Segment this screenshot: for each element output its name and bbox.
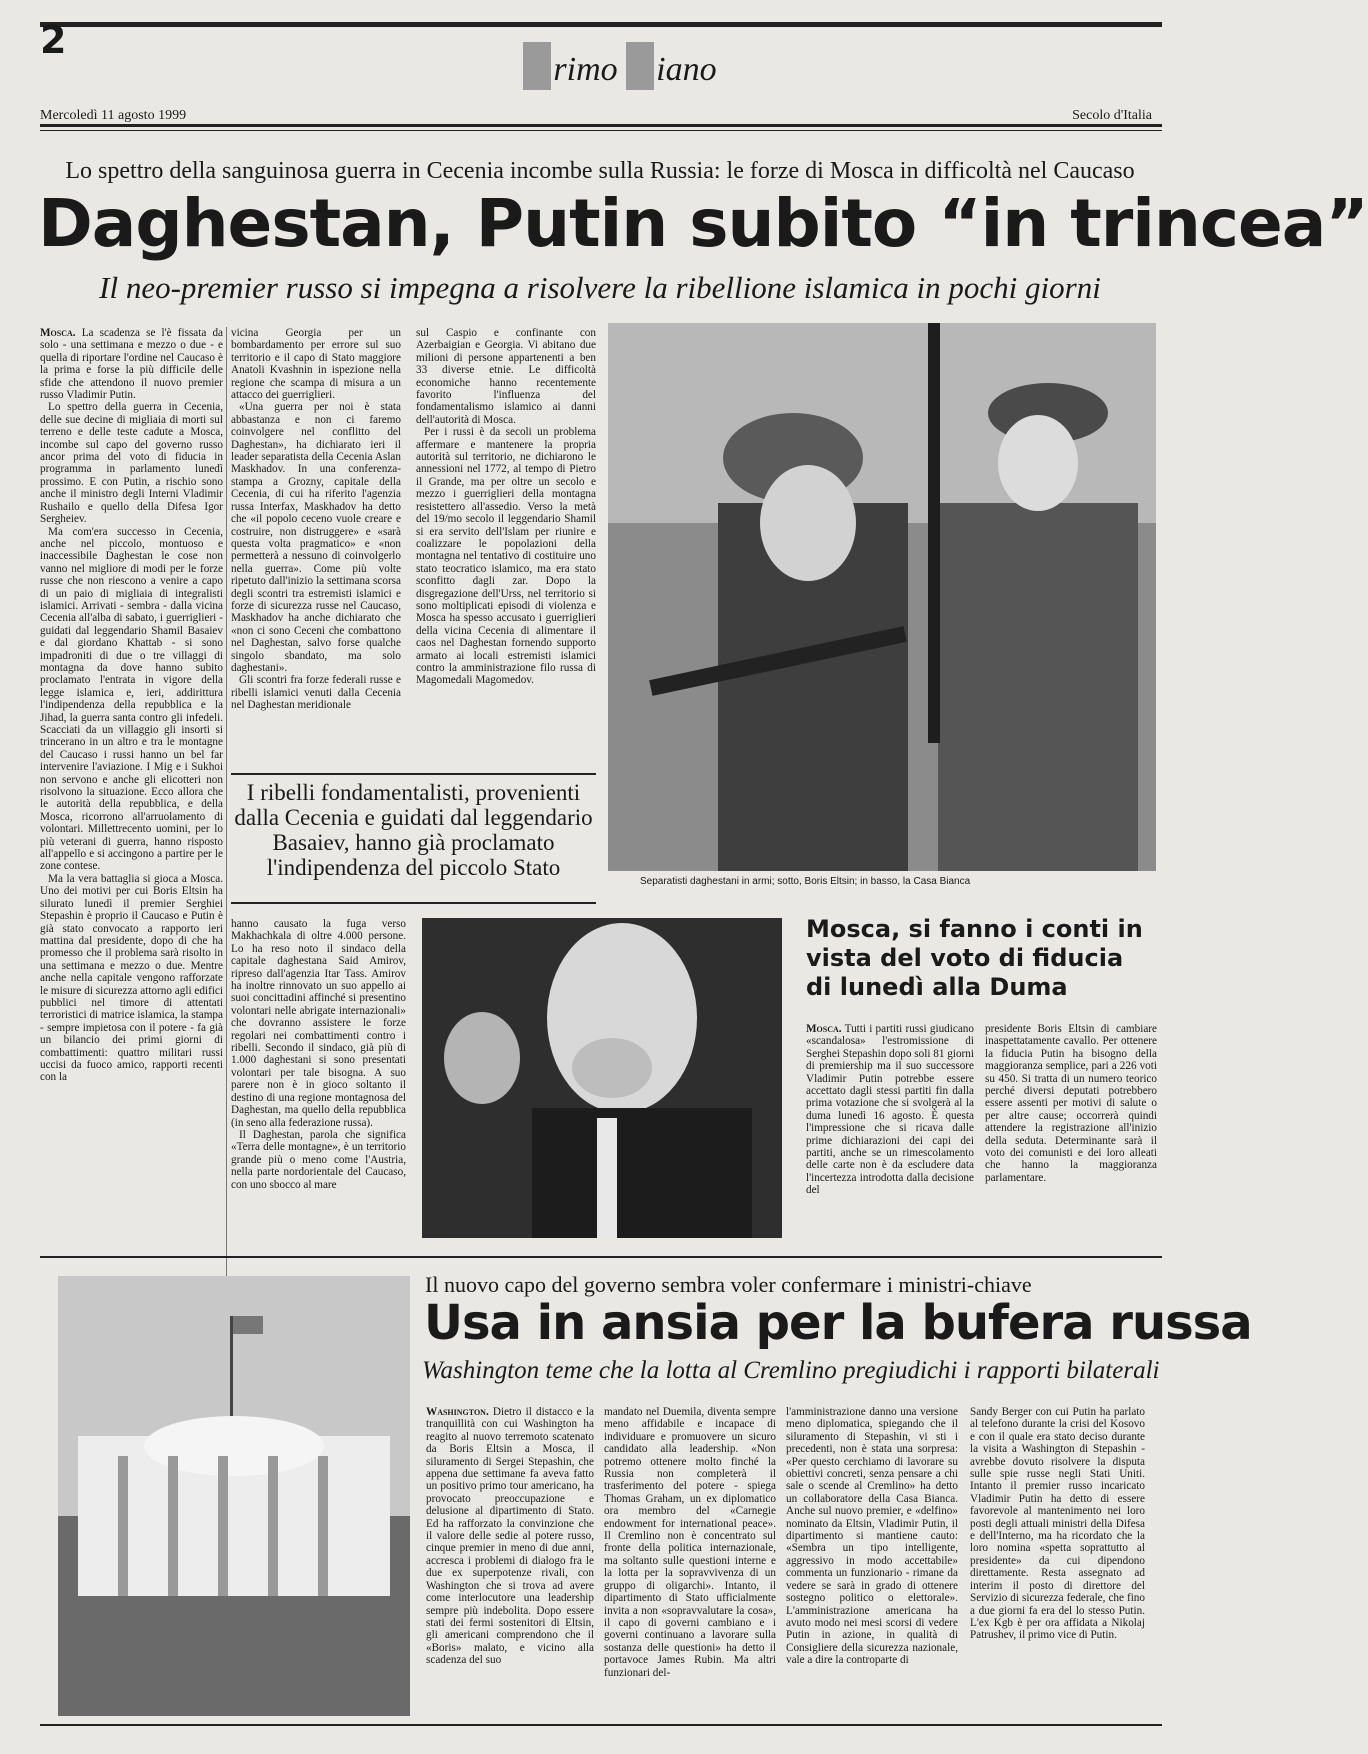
bottom-section-rule bbox=[40, 1256, 1162, 1258]
box-dateline: Mosca. bbox=[806, 1023, 842, 1035]
white-house-photo bbox=[58, 1276, 410, 1716]
col3-para-2: Per i russi è da secoli un problema affermare e mantenere la propria autorità sul territorio, ne dichiarono le annessioni nel 1772, al tempo di Pietro il Grande, ma per oltre un secolo e mezzo i guerriglieri della montagna resistettero all'assedio. Verso la metà del 19/mo secolo il leggendario Shamil si era servito dell'Islam per riunire e coalizzare le popolazioni della montagna nel tentativo di costituire uno stato teocratico islamico, ma era stato sconfitto dagli zar. Dopo la disgregazione dell'Urss, nel territorio si sono moltiplicati episodi di violenza e Mosca ha spesso accusato i guerriglieri della vicina Cecenia di alimentare il caos nel Daghestan fornendo supporto armato ai locali estremisti islamici contro la amministrazione filo russa di Magomedali Magomedov. bbox=[416, 426, 596, 687]
soldiers-illustration bbox=[608, 323, 1156, 871]
usa-col3-text: l'amministrazione danno una versione meno diplomatica, spiegando che il siluramento di Stepashin, vi sti i precedenti, non è stata una sorpresa: «Per questo cerchiamo di lavorare su obiettivi concreti, senza pensare a chi sale o scende al Cremlino» ha detto un collaboratore della Casa Bianca. Anche sul nuovo premier, e «delfino» nominato da Eltsin, Vladimir Putin, il dipartimento si mantiene cauto: «Sembra un tipo intelligente, aggressivo in modo accettabile» commenta un funzionario - rimane da vedere se sarà in grado di ottenere sostegno politico o elettorale». L'amministrazione americana ha avuto modo nei mesi scorsi di vedere Putin in azione, in qualità di Consigliere della sicurezza nazionale, vale a dire la controparte di bbox=[786, 1406, 958, 1667]
masthead-rule-thin bbox=[40, 130, 1162, 131]
white-house-illustration bbox=[58, 1276, 410, 1716]
section-word-2: iano bbox=[656, 51, 717, 88]
article-column-3-top bbox=[416, 327, 596, 757]
col3-para-1: sul Caspio e confinante con Azerbaigian e Georgia. Vi abitano due milioni di persone appartenenti a ben 33 diverse etnie. Le difficoltà economiche hanno recentemente favorito l'influenza del fondamentalismo islamico ai danni dell'autorità di Mosca. bbox=[416, 327, 596, 426]
pull-quote: I ribelli fondamentalisti, provenienti dalla Cecenia e guidati dal leggendario Basaiev, hanno già proclamato l'indipendenza del piccolo Stato bbox=[234, 780, 593, 880]
photo-caption: Separatisti daghestani in armi; sotto, Boris Eltsin; in basso, la Casa Bianca bbox=[640, 876, 971, 887]
paper-name: Secolo d'Italia bbox=[1072, 108, 1152, 123]
section-initial-block bbox=[523, 42, 551, 90]
usa-dateline: Washington. bbox=[426, 1406, 489, 1418]
box-column-1 bbox=[806, 1023, 974, 1238]
issue-date: Mercoledì 11 agosto 1999 bbox=[40, 108, 187, 123]
pullquote-top-rule bbox=[231, 773, 596, 775]
section-title bbox=[470, 42, 770, 90]
main-headline: Daghestan, Putin subito “in trincea” bbox=[38, 185, 1368, 262]
usa-col2-text: mandato nel Duemila, diventa sempre meno affidabile e incapace di individuare e promuovere un sicuro candidato alla leadership. «Non potremo ottenere molto finché la Russia non completerà il trasferimento del potere - spiega Thomas Graham, un ex diplomatico ora membro del «Carnegie endowment for international peace». Il Cremlino non è concentrato sul fronte della politica internazionale, ma soltanto sulle questioni interne e la lotta per la sopravvivenza di un gruppo di oligarchi». Intanto, il dipartimento di Stato ufficialmente invita a non «sopravvalutare la cosa», il capo di governi cambiano e i governi continuano a lavorare sulla sostanza delle questioni» ha detto il portavoce James Rubin. Ma altri funzionari del- bbox=[604, 1406, 776, 1679]
col1-para-3: Ma com'era successo in Cecenia, anche nel piccolo, montuoso e inaccessibile Daghestan le cose non vanno nel migliore di modi per le forze russe che non riescono a venire a capo di un paio di migliaia di integralisti islamici. Arrivati - sembra - dalla vicina Cecenia all'alba di sabato, i guerriglieri - guidati dal leggendario Shamil Basaiev e dal giordano Khattab - si sono impadroniti di due o tre villaggi di montagna da dove hanno subito proclamato l'entrata in vigore della legge islamica e, ieri, addirittura l'indipendenza della repubblica e la Jihad, la guerra santa contro gli infedeli. Scacciati da un villaggio gli insorti si trincerano in un altro e tra le montagne del Caucaso i russi hanno un bel far intervenire l'aviazione. I Mig e i Sukhoi non servono e anche gli elicotteri non risolvono la situazione. Ecco allora che le autorità della repubblica, e della Mosca, ricorrono all'arruolamento di volontari. Millettrecento uomini, per lo più veterani di guerra, hanno risposto all'appello e si accingono a partire per le zone contese. bbox=[40, 525, 223, 873]
section-word-1: rimo bbox=[553, 51, 618, 88]
eltsin-photo bbox=[422, 918, 782, 1238]
col2-para-1: vicina Georgia per un bombardamento per errore sul suo territorio e il capo di Stato maggiore Anatoli Kvashnin in ispezione nella regione che scampa di misura a un attacco dei guerriglieri. bbox=[231, 327, 401, 402]
masthead-rule bbox=[40, 124, 1162, 127]
soldiers-photo bbox=[608, 323, 1156, 871]
col2b-para-1: hanno causato la fuga verso Makhachkala di oltre 4.000 persone. Lo ha reso noto il sindaco della capitale daghestana Said Amirov, ripreso dall'agenzia Itar Tass. Amirov ha inoltre rinnovato un suo appello ai suoi concittadini affinché si presentino volontari nelle abrigate internazionali» che dovranno assistere le forze regolari nei combattimenti contro i ribelli. Secondo il sindaco, già più di 1.000 daghestani si sono presentati volontari per tale bisogna. A suo parere non è in gioco soltanto il destino di una regione montagnosa del Daghestan, ma quello della repubblica (in seno alla federazione russa). bbox=[231, 918, 406, 1129]
main-kicker: Lo spettro della sanguinosa guerra in Cecenia incombe sulla Russia: le forze di Mosca in difficoltà nel Caucaso bbox=[65, 158, 1135, 184]
top-rule bbox=[40, 22, 1162, 27]
article-column-2-top bbox=[231, 327, 401, 757]
col-divider bbox=[226, 327, 227, 1277]
article-column-1 bbox=[40, 327, 223, 1277]
usa-column-4 bbox=[970, 1406, 1145, 1716]
col2-para-2: «Una guerra per noi è stata abbastanza e non ci faremo coinvolgere nel conflitto del Daghestan», ha dichiarato ieri il leader separatista della Cecenia Aslan Maskhadov. In una conferenza-stampa a Grozny, capitale della Cecenia, di cui ha riferito l'agenzia russa Interfax, Maskhadov ha detto che «il popolo ceceno vuole creare e costruire, non distruggere» e «sarà questa volta pragmatico» e «non permetterà a nessuno di coinvolgerlo nella guerra». Come più volte ripetuto dall'inizio la settimana scorsa degli scontri tra estremisti islamici e forze di sicurezza russe nel Caucaso, Maskhadov ha anche dichiarato che «non ci sono Ceceni che combattono nel Daghestan, salvo forse qualche singolo sbandato, ma solo daghestani». bbox=[231, 401, 401, 674]
usa-subhead: Washington teme che la lotta al Cremlino pregiudichi i rapporti bilaterali bbox=[422, 1357, 1160, 1384]
usa-column-1 bbox=[426, 1406, 594, 1716]
main-subhead: Il neo-premier russo si impegna a risolvere la ribellione islamica in pochi giorni bbox=[99, 270, 1101, 305]
pullquote-bottom-rule bbox=[231, 902, 596, 904]
box-col2-text: presidente Boris Eltsin di cambiare inaspettatamente cavallo. Per ottenere la fiducia Putin ha bisogno della maggioranza semplice, pari a 226 voti su 450. Si tratta di un numero teorico perché diversi deputati potrebbero essere assenti per motivi di salute o per altre cause; occorrerà quindi attendere la registrazione all'inizio della seduta. Determinante sarà il voto dei comunisti e dei loro alleati che hanno la maggioranza parlamentare. bbox=[985, 1023, 1157, 1184]
bottom-rule bbox=[40, 1724, 1162, 1726]
col2-para-3: Gli scontri fra forze federali russe e ribelli islamici venuti dalla Cecenia nel Daghestan meridionale bbox=[231, 674, 401, 712]
box-col1-text: Tutti i partiti russi giudicano «scandalosa» l'estromissione di Serghei Stepashin dopo soli 81 giorni di premiership ma il suo successore Vladimir Putin potrebbe essere accettato dagli stessi partiti fin dalla prima votazione che si svolgerà al la duma lunedì 16 agosto. È questa l'impressione che si ricava dalle prime dichiarazioni dei capi dei partiti, anche se un rimescolamento delle carte non è da escludere data l'incertezza introdotta dalla decisione del bbox=[806, 1023, 974, 1197]
page-number: 2 bbox=[40, 18, 67, 62]
usa-column-3 bbox=[786, 1406, 958, 1716]
eltsin-illustration bbox=[422, 918, 782, 1238]
col1-para-2: Lo spettro della guerra in Cecenia, delle sue decine di migliaia di morti sul terreno e delle teste cadute a Mosca, incombe sul capo del governo russo ancor prima del voto di fiducia in programma in parlamento lunedì prossimo. E con Putin, a rischio sono anche il ministro degli Interni Vladimir Rushailo e quello della Difesa Igor Sergheiev. bbox=[40, 401, 223, 526]
usa-kicker: Il nuovo capo del governo sembra voler confermare i ministri-chiave bbox=[425, 1272, 1032, 1297]
usa-col1-text: Dietro il distacco e la tranquillità con cui Washington ha reagito al nuovo terremoto scatenato da Boris Eltsin a Mosca, il siluramento di Sergei Stepashin, che appena due settimane fa aveva fatto un positivo primo tour americano, ha provocato preoccupazione e delusione al dipartimento di Stato. Ed ha rafforzato la convinzione che il valore delle sedie al potere russo, cinque premier in meno di due anni, accresca i problemi di dialogo fra le due ex superpotenze rivali, con Washington che si trova ad avere come interlocutore una leadership sempre più indebolita. Dopo essere stati dei fermi sostenitori di Eltsin, gli americani comprendono che il «Boris» malato, e vicino alla scadenza del suo bbox=[426, 1406, 594, 1667]
col1-para-1: La scadenza se l'è fissata da solo - una settimana e mezzo o due - e quella di riportare l'ordine nel Caucaso è la prima e forse la più difficile delle sfide che attendono il nuovo premier russo Vladimir Putin. bbox=[40, 327, 224, 402]
dateline-lead: Mosca. bbox=[40, 327, 76, 339]
box-headline: Mosca, si fanno i conti in vista del voto di fiducia di lunedì alla Duma bbox=[806, 915, 1143, 1001]
col2b-para-2: Il Daghestan, parola che significa «Terra delle montagne», è un territorio grande più o meno come l'Austria, nella parte nordorientale del Caucaso, con uno sbocco al mare bbox=[231, 1128, 406, 1191]
usa-headline: Usa in ansia per la bufera russa bbox=[424, 1295, 1252, 1351]
col1-para-4: Ma la vera battaglia si gioca a Mosca. Uno dei motivi per cui Boris Eltsin ha silurato lunedì il premier Serghiei Stepashin è proprio il Caucaso e Putin è già stato convocato a rapporto ieri mattina dal presidente, dopo di che ha promesso che il problema sarà risolto in una settimana e mezzo o due. Mentre anche nella capitale vengono rafforzate le misure di sicurezza attorno agli edifici pubblici nel timore di attentati terroristici di matrice islamica, la stampa - sempre impietosa con il potere - fa già un bilancio dei primi giorni di combattimenti: quattro militari russi uccisi da fuoco amico, rapporti recenti con la bbox=[40, 872, 223, 1084]
box-column-2 bbox=[985, 1023, 1157, 1238]
usa-col4-text: Sandy Berger con cui Putin ha parlato al telefono durante la crisi del Kosovo e con il quale era stato deciso durante la visita a Washington di Stepashin - avrebbe dovuto risolvere la disputa sulle spie russe negli Stati Uniti. Intanto il premier russo incaricato Vladimir Putin ha detto di essere favorevole al mantenimento nei loro posti degli attuali ministri della Difesa e dell'Interno, ma ha ricordato che la loro nomina «spetta soprattutto al presidente» da cui dipendono direttamente. Resta assegnato ad interim il posto di direttore del Servizio di sicurezza federale, che fino a due giorni fa era del lo stesso Putin. L'ex Kgb è per ora affidata a Nikolaj Patrushev, il primo vice di Putin. bbox=[970, 1406, 1145, 1642]
usa-column-2 bbox=[604, 1406, 776, 1716]
section-initial-block-2 bbox=[626, 42, 654, 90]
article-column-2-bottom bbox=[231, 918, 406, 1278]
